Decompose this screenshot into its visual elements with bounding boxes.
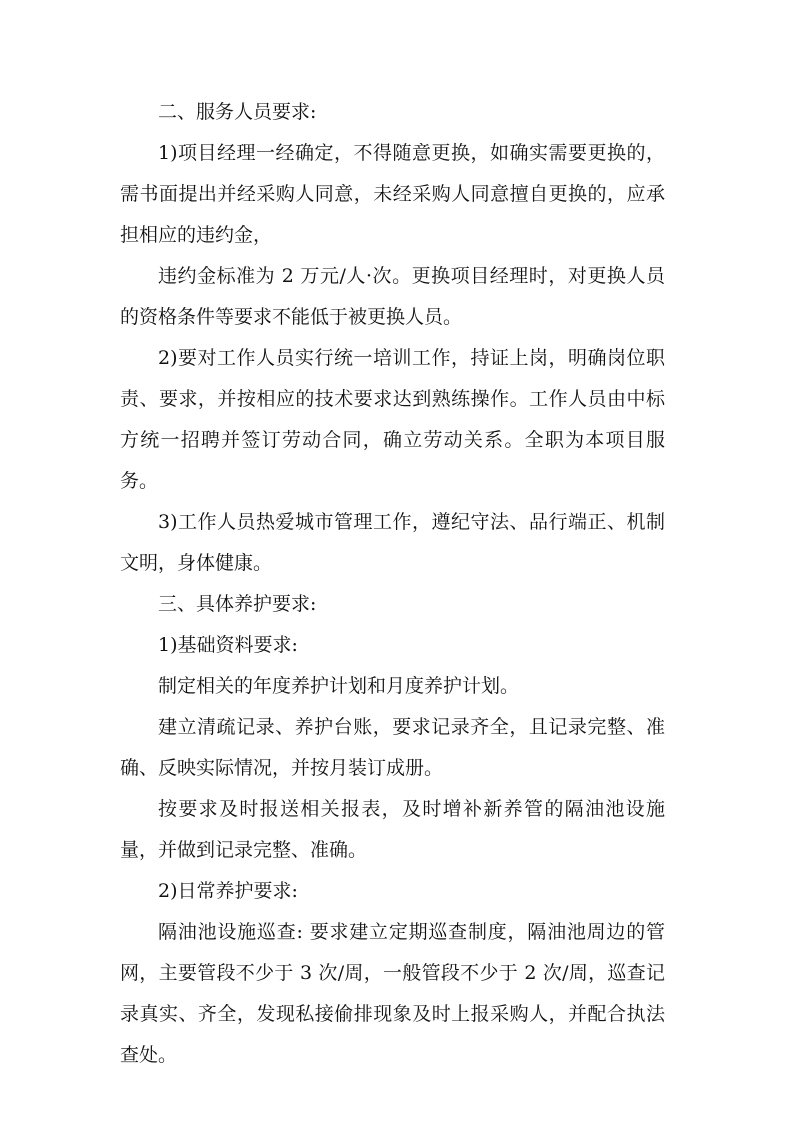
subheading-daily-maintenance: 2)日常养护要求: (158, 880, 298, 902)
paragraph-staff-training: 2)要对工作人员实行统一培训工作，持证上岗，明确岗位职责、要求，并按相应的技术要求达到熟练操作。工作人员由中标方统一招聘并签订劳动合同，确立劳动关系。全职为本项目服务。 (120, 347, 665, 492)
section-heading-service-staff: 二、服务人员要求: (158, 101, 317, 123)
paragraph-records-ledger: 建立清疏记录、养护台账，要求记录齐全，且记录完整、准确、反映实际情况，并按月装订成册。 (120, 716, 665, 779)
paragraph-maintenance-plan: 制定相关的年度养护计划和月度养护计划。 (158, 675, 520, 697)
paragraph-penalty-standard: 违约金标准为 2 万元/人·次。更换项目经理时，对更换人员的资格条件等要求不能低于被更换人员。 (120, 265, 665, 328)
section-heading-maintenance: 三、具体养护要求: (158, 593, 317, 615)
paragraph-inspection: 隔油池设施巡查: 要求建立定期巡查制度，隔油池周边的管网，主要管段不少于 3 次/周，一般管段不少于 2 次/周，巡查记录真实、齐全，发现私接偷排现象及时上报采购人，并配合执法查处。 (120, 921, 665, 1066)
paragraph-staff-conduct: 3)工作人员热爱城市管理工作，遵纪守法、品行端正、机制文明，身体健康。 (120, 511, 665, 574)
paragraph-manager-replacement: 1)项目经理一经确定，不得随意更换，如确实需要更换的，需书面提出并经采购人同意，未经采购人同意擅自更换的，应承担相应的违约金， (120, 142, 665, 246)
document-body (120, 92, 665, 1076)
subheading-basic-records: 1)基础资料要求: (158, 634, 298, 656)
paragraph-reporting: 按要求及时报送相关报表，及时增补新养管的隔油池设施量，并做到记录完整、准确。 (120, 798, 665, 861)
